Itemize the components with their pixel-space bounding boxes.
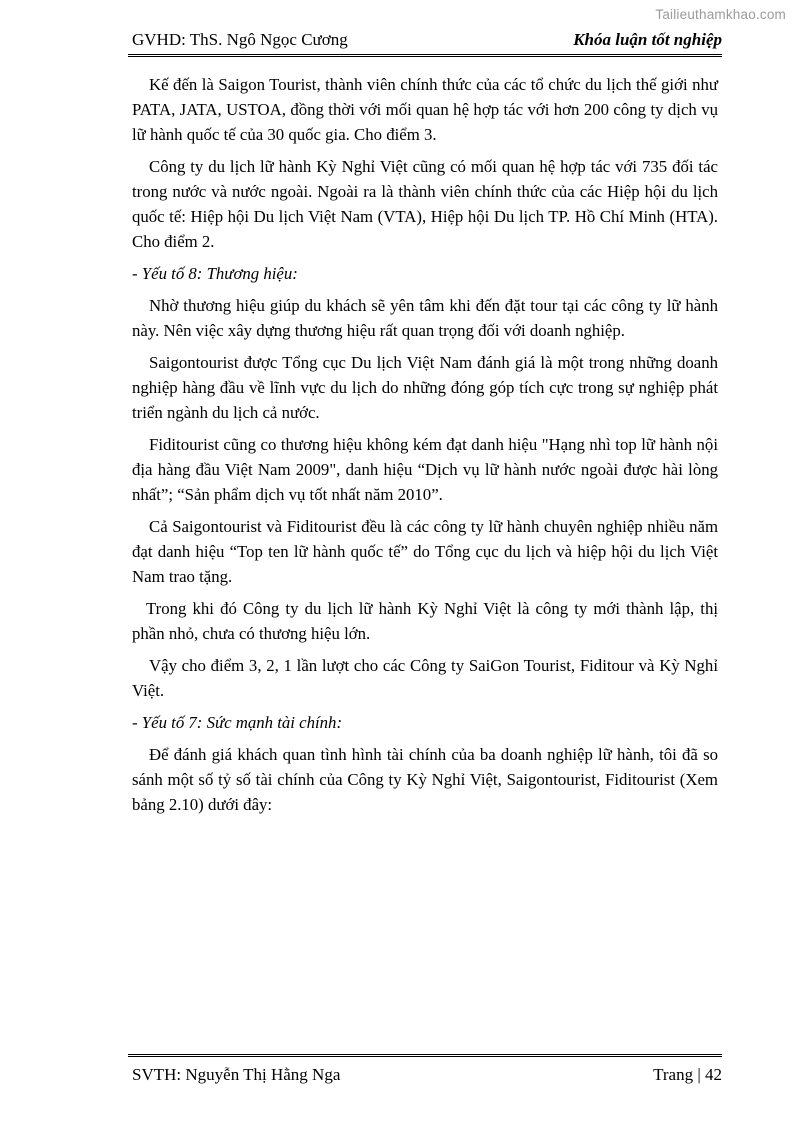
watermark: Tailieuthamkhao.com — [655, 7, 786, 22]
document-body — [132, 72, 718, 824]
section-heading: - Yếu tố 7: Sức mạnh tài chính: — [132, 713, 343, 732]
paragraph: Saigontourist được Tổng cục Du lịch Việt Nam đánh giá là một trong những doanh nghiệp hàng đầu về lĩnh vực du lịch do những đóng góp tích cực trong sự nghiệp phát triển ngành du lịch cả nước. — [132, 353, 718, 422]
paragraph: Nhờ thương hiệu giúp du khách sẽ yên tâm khi đến đặt tour tại các công ty lữ hành này. Nên việc xây dựng thương hiệu rất quan trọng đối với doanh nghiệp. — [132, 296, 718, 340]
paragraph: Kế đến là Saigon Tourist, thành viên chính thức của các tổ chức du lịch thế giới như PATA, JATA, USTOA, đồng thời với mối quan hệ hợp tác với hơn 200 công ty dịch vụ lữ hành quốc tế của 30 quốc gia. Cho điểm 3. — [132, 75, 718, 144]
paragraph: Vậy cho điểm 3, 2, 1 lần lượt cho các Công ty SaiGon Tourist, Fiditour và Kỳ Nghỉ Việt. — [132, 656, 718, 700]
paragraph: Công ty du lịch lữ hành Kỳ Nghỉ Việt cũng có mối quan hệ hợp tác với 735 đối tác trong nước và nước ngoài. Ngoài ra là thành viên chính thức của các Hiệp hội du lịch quốc tế: Hiệp hội Du lịch Việt Nam (VTA), Hiệp hội Du lịch TP. Hồ Chí Minh (HTA). Cho điểm 2. — [132, 157, 718, 251]
paragraph: Cả Saigontourist và Fiditourist đều là các công ty lữ hành chuyên nghiệp nhiều năm đạt danh hiệu “Top ten lữ hành quốc tế” do Tổng cục du lịch và hiệp hội du lịch Việt Nam trao tặng. — [132, 517, 718, 586]
header-title: Khóa luận tốt nghiệp — [573, 30, 722, 49]
header-advisor: GVHD: ThS. Ngô Ngọc Cương — [132, 30, 348, 49]
section-heading: - Yếu tố 8: Thương hiệu: — [132, 264, 298, 283]
paragraph: Fiditourist cũng co thương hiệu không kém đạt danh hiệu "Hạng nhì top lữ hành nội địa hàng đầu Việt Nam 2009", danh hiệu “Dịch vụ lữ hành nước ngoài được hài lòng nhất”; “Sản phẩm dịch vụ tốt nhất năm 2010”. — [132, 435, 718, 504]
page-footer — [128, 1054, 722, 1097]
paragraph: Trong khi đó Công ty du lịch lữ hành Kỳ Nghỉ Việt là công ty mới thành lập, thị phần nhỏ, chưa có thương hiệu lớn. — [132, 599, 718, 643]
page-number: Trang | 42 — [653, 1065, 722, 1084]
footer-author: SVTH: Nguyễn Thị Hằng Nga — [132, 1065, 341, 1084]
page-header — [128, 28, 722, 57]
paragraph: Để đánh giá khách quan tình hình tài chính của ba doanh nghiệp lữ hành, tôi đã so sánh một số tỷ số tài chính của Công ty Kỳ Nghỉ Việt, Saigontourist, Fiditourist (Xem bảng 2.10) dưới đây: — [132, 745, 718, 814]
